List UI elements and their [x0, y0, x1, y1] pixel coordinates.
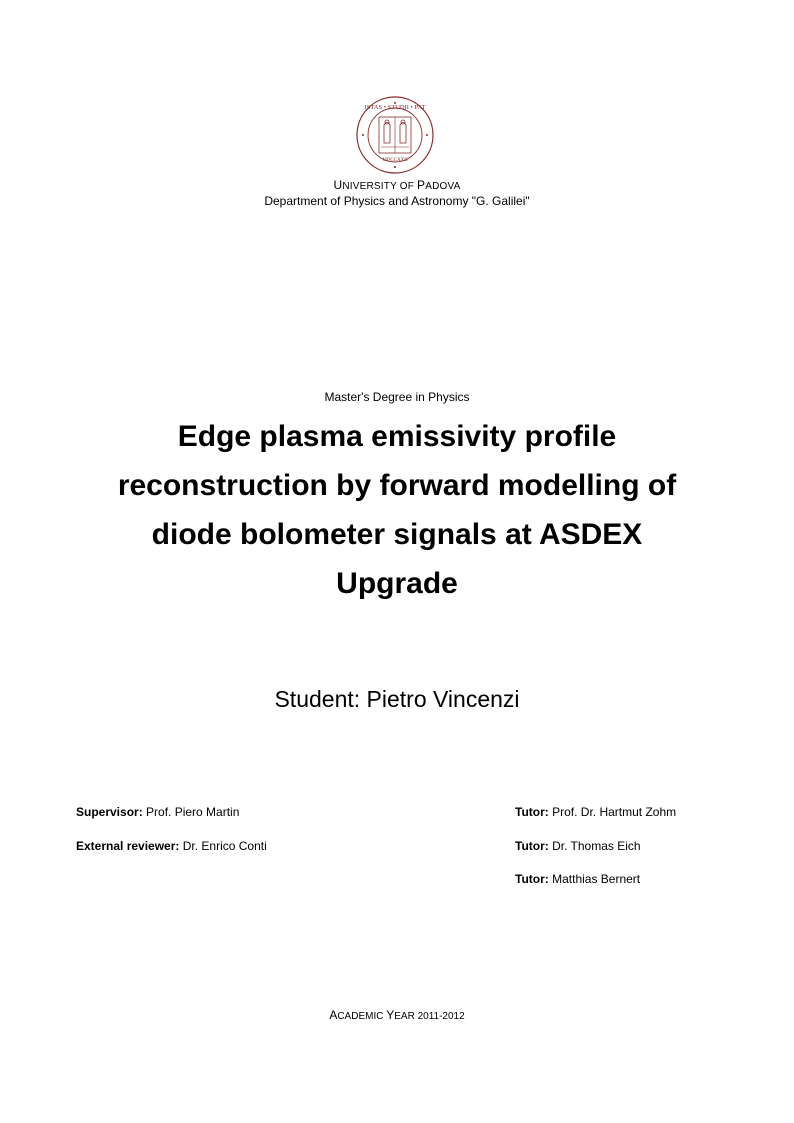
thesis-title: Edge plasma emissivity profile reconstruction by forward modelling of diode bolometer signals at ASDEX Upgrade [117, 420, 677, 600]
university-name: UNIVERSITY OF PADOVA [333, 178, 461, 192]
degree-name: Master's Degree in Physics [324, 390, 470, 404]
tutor-line: Tutor: Dr. Thomas Eich [515, 839, 641, 853]
tutor-line: Tutor: Matthias Bernert [515, 872, 641, 886]
university-seal-icon [355, 95, 435, 175]
tutor-line: Tutor: Prof. Dr. Hartmut Zohm [515, 805, 677, 819]
department-name: Department of Physics and Astronomy "G. Galilei" [264, 194, 530, 208]
academic-year: ACADEMIC YEAR 2011-2012 [329, 1008, 465, 1022]
seal-motto-text: ISTAS • STUDII • PAT [364, 104, 426, 111]
supervisor-line: Supervisor: Prof. Piero Martin [76, 805, 240, 819]
student-name: Student: Pietro Vincenzi [274, 686, 520, 712]
reviewer-line: External reviewer: Dr. Enrico Conti [76, 839, 267, 853]
seal-date-text: MDCCXXII [382, 158, 408, 163]
